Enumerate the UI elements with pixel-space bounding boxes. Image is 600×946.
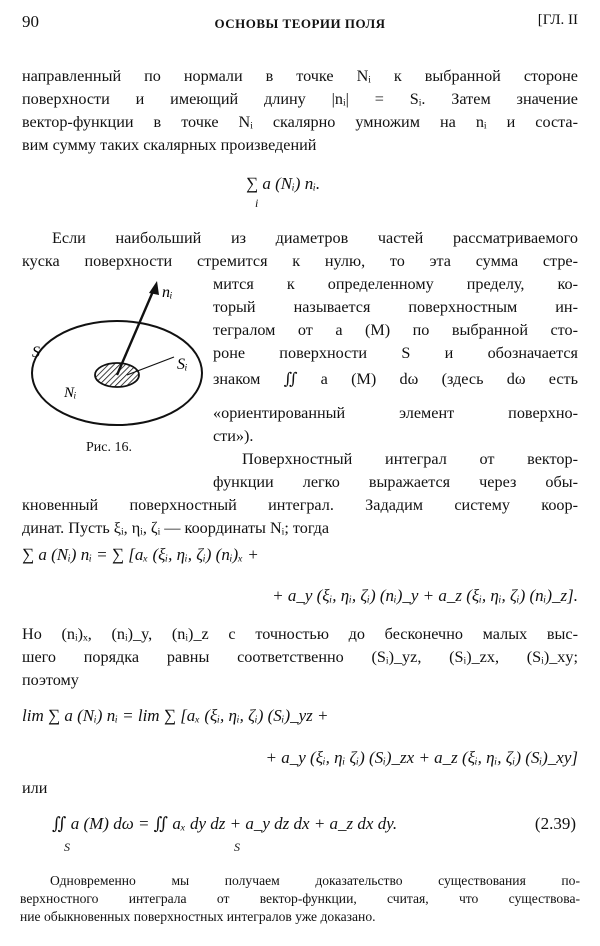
para3-line1: кновенный поверхностный интеграл. Зададим систему коор- — [22, 496, 578, 514]
label-ni-vector: nᵢ — [162, 284, 173, 301]
para2-line2: куска поверхности стремится к нулю, то эта сумма стре- — [22, 252, 578, 270]
formula-sum: ∑ a (Nᵢ) nᵢ. — [246, 174, 321, 193]
leader-si — [127, 357, 174, 375]
para2-wrap6: «ориентированный элемент поверхно- — [213, 404, 578, 422]
para5-line2: верхностного интеграла от вектор-функции, считая, что существова- — [20, 891, 580, 906]
para2-wrap5: знаком ∬ a (M) dω (здесь dω есть — [213, 370, 578, 388]
eq3-sub-left: S — [64, 840, 70, 854]
eq2-line2: + a_y (ξᵢ, ηᵢ ζᵢ) (Sᵢ)_zx + a_z (ξᵢ, ηᵢ, ζᵢ) (Sᵢ)_xy] — [265, 748, 578, 767]
para4-line1: Но (nᵢ)ₓ, (nᵢ)_y, (nᵢ)_z с точностью до бесконечно малых выс- — [22, 625, 578, 643]
para3-line2: динат. Пусть ξᵢ, ηᵢ, ζᵢ — координаты Nᵢ; тогда — [22, 519, 330, 537]
para3-wrap1: Поверхностный интеграл от вектор- — [242, 450, 578, 468]
figure-16 — [22, 275, 212, 435]
word-ili: или — [22, 779, 48, 797]
para5-line3: ние обыкновенных поверхностных интегралов уже доказано. — [20, 909, 376, 924]
para2-wrap1: мится к определенному пределу, ко- — [213, 275, 578, 293]
para1-line1: направленный по нормали в точке Nᵢ к выбранной стороне — [22, 67, 578, 85]
arrow-head — [149, 281, 159, 295]
eq1-line1: ∑ a (Nᵢ) nᵢ = ∑ [aₓ (ξᵢ, ηᵢ, ζᵢ) (nᵢ)ₓ + — [22, 545, 259, 564]
para1-line3: вектор-функции в точке Nᵢ скалярно умножим на nᵢ и соста- — [22, 113, 578, 131]
para2-wrap4: роне поверхности S и обозначается — [213, 344, 578, 362]
eq3-sub-right: S — [234, 840, 240, 854]
para5-line1: Одновременно мы получаем доказательство существования по- — [50, 873, 580, 888]
para2-wrap7: сти»). — [213, 427, 254, 445]
label-si: Sᵢ — [177, 356, 188, 373]
formula-sum-index: i — [255, 196, 259, 210]
para3-wrap2: функции легко выражается через обы- — [213, 473, 578, 491]
chapter-marker: [ГЛ. II — [537, 12, 578, 28]
label-s: S — [32, 344, 40, 361]
label-ni-point: Nᵢ — [64, 385, 77, 401]
eq2-line1: lim ∑ a (Nᵢ) nᵢ = lim ∑ [aₓ (ξᵢ, ηᵢ, ζᵢ) (Sᵢ)_yz + — [22, 706, 329, 725]
eq1-line2: + a_y (ξᵢ, ηᵢ, ζᵢ) (nᵢ)_y + a_z (ξᵢ, ηᵢ, ζᵢ) (nᵢ)_z]. — [272, 586, 578, 605]
running-title: ОСНОВЫ ТЕОРИИ ПОЛЯ — [214, 16, 386, 31]
eq3: ∬ a (M) dω = ∬ aₓ dy dz + a_y dz dx + a_z dx dy. — [52, 814, 398, 833]
para2-line1: Если наибольший из диаметров частей рассматриваемого — [52, 229, 578, 247]
para1-line2: поверхности и имеющий длину |nᵢ| = Sᵢ. Затем значение — [22, 90, 578, 108]
para2-wrap2: торый называется поверхностным ин- — [213, 298, 578, 316]
para4-line2: шего порядка равны соответственно (Sᵢ)_yz, (Sᵢ)_zx, (Sᵢ)_xy; — [22, 648, 578, 666]
para2-wrap3: тегралом от a (M) по выбранной сто- — [213, 321, 578, 339]
para4-line3: поэтому — [22, 671, 79, 689]
normal-vector — [117, 289, 154, 375]
page-number: 90 — [22, 12, 39, 31]
eq3-number: (2.39) — [534, 814, 576, 833]
figure-caption: Рис. 16. — [86, 440, 132, 455]
para1-line4: вим сумму таких скалярных произведений — [22, 136, 317, 154]
